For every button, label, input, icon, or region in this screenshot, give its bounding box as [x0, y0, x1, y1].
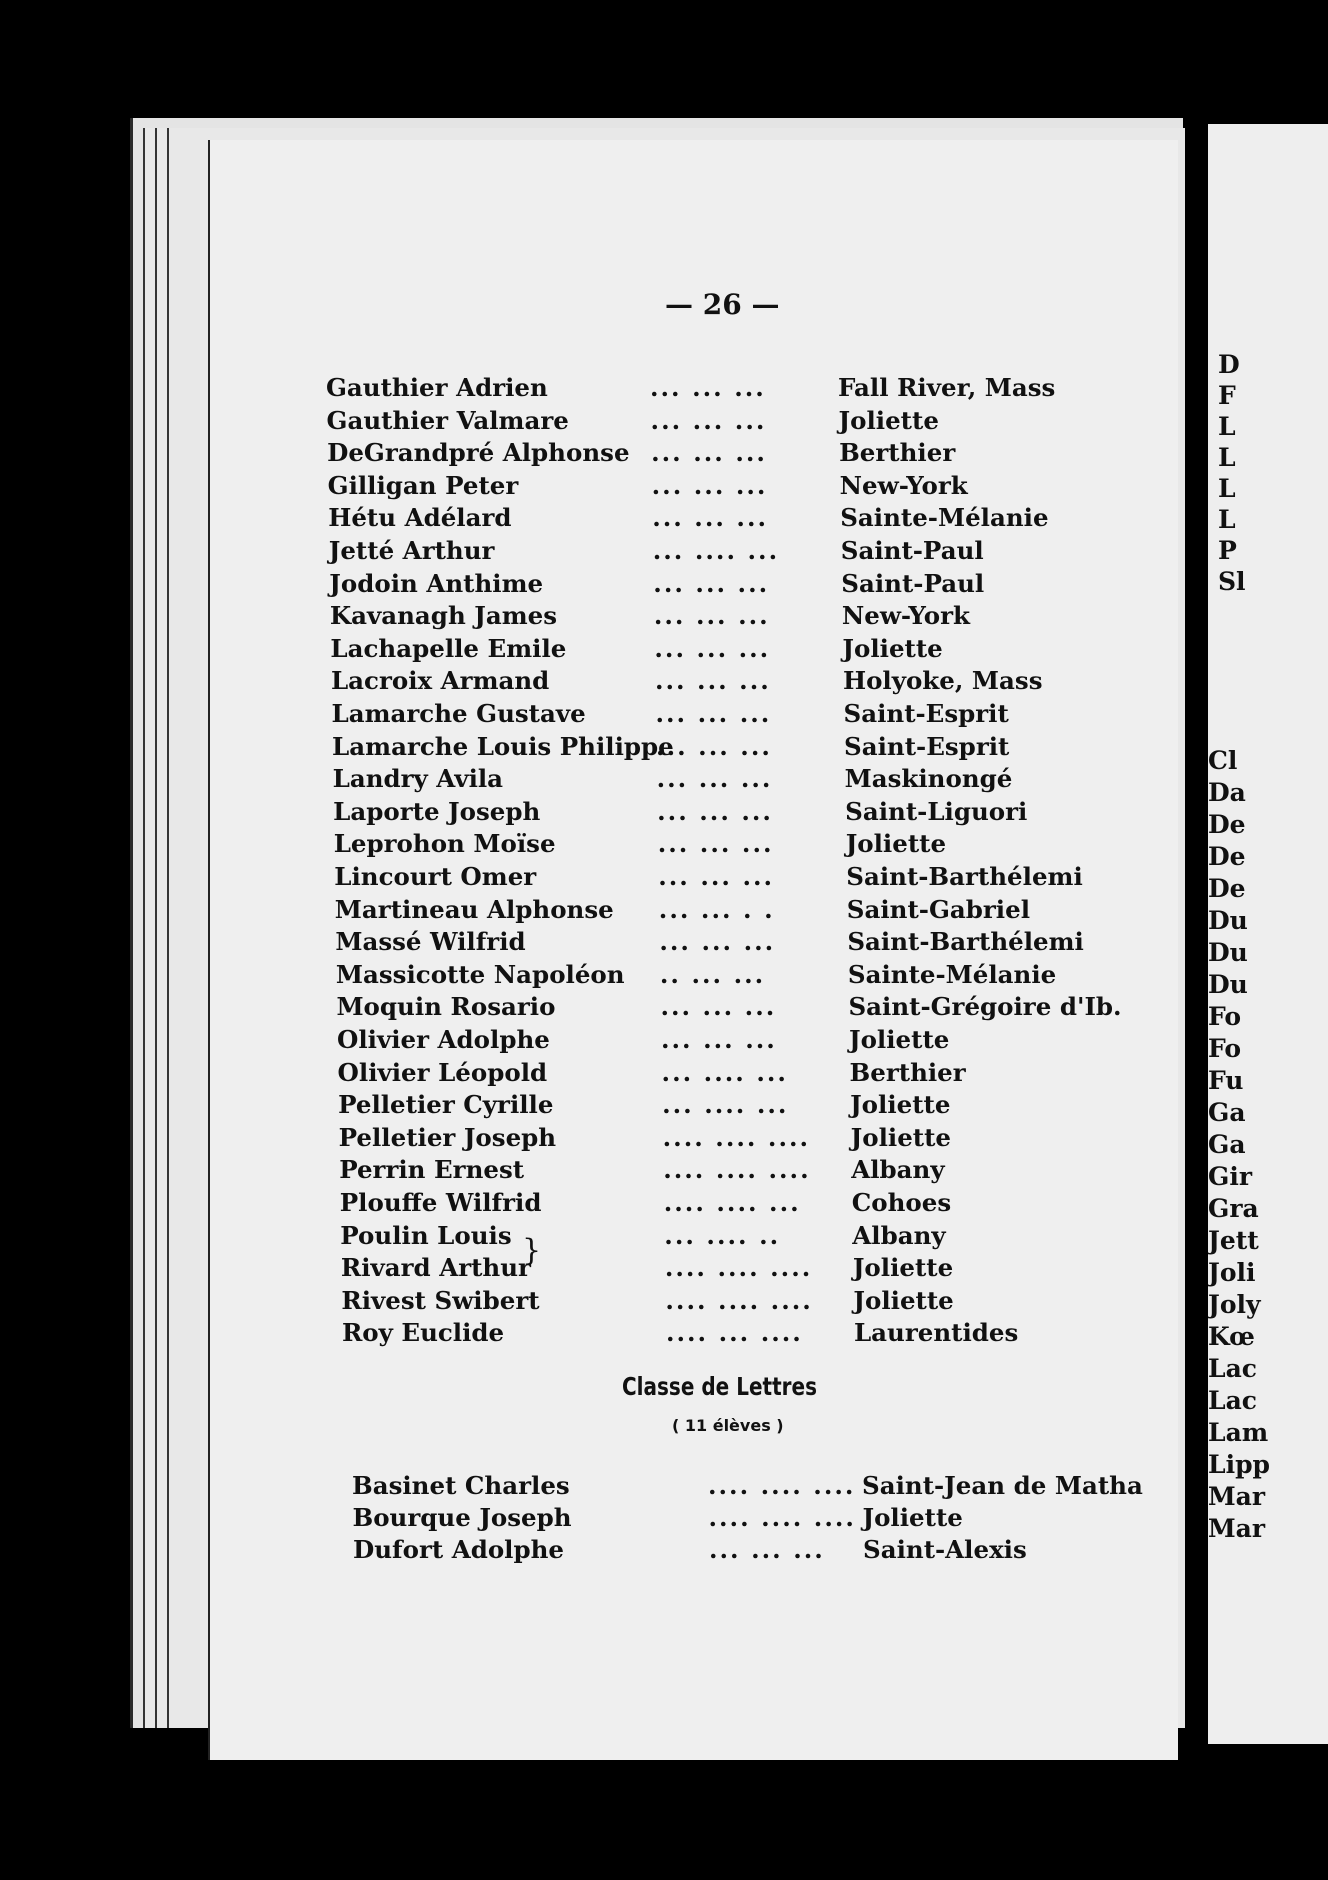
adjacent-page-fragment: De [1208, 810, 1246, 839]
student-name: Plouffe Wilfrid [339, 1188, 542, 1217]
leader-dots: .... .... .... [665, 1285, 813, 1315]
leader-dots: ... ... ... [656, 764, 773, 794]
student-name: Lincourt Omer [334, 862, 537, 891]
leader-dots: ... ... ... [657, 829, 774, 859]
leader-dots: ... ... ... [653, 568, 770, 598]
adjacent-page-fragment: De [1208, 874, 1246, 903]
adjacent-page-fragment: Ga [1208, 1098, 1246, 1127]
leader-dots: .... .... .... [662, 1122, 811, 1152]
student-hometown: Albany [852, 1220, 946, 1250]
section-title: Classe de Lettres [622, 1372, 817, 1401]
adjacent-page-fragment: De [1208, 842, 1246, 871]
leader-dots: .... .... ... [663, 1188, 801, 1217]
brace-mark: } [522, 1233, 542, 1268]
student-name: Jetté Arthur [328, 536, 495, 565]
student-hometown: Joliette [850, 1122, 951, 1152]
adjacent-page-fragment: Mar [1208, 1514, 1266, 1543]
leader-dots: .... .... .... [663, 1155, 811, 1185]
leader-dots: ... ... ... [655, 699, 772, 728]
adjacent-page-fragment: Lac [1208, 1354, 1257, 1383]
student-name: Massicotte Napoléon [335, 959, 625, 989]
student-name: Rivard Arthur [340, 1253, 531, 1283]
student-hometown: Joliette [838, 405, 939, 435]
adjacent-page-fragment: L [1218, 474, 1236, 503]
adjacent-page-fragment: Sl [1218, 567, 1246, 596]
student-name: Lachapelle Emile [330, 633, 567, 663]
student-hometown: Saint-Esprit [844, 731, 1010, 761]
leader-dots: .... .... .... [664, 1253, 813, 1283]
leader-dots: ... .... ... [662, 1090, 789, 1120]
student-hometown: Joliette [862, 1503, 963, 1532]
student-hometown: Fall River, Mass [838, 373, 1056, 402]
leader-dots: ... ... ... [651, 438, 767, 468]
adjacent-page-fragment: Fo [1208, 1002, 1242, 1031]
adjacent-page-fragment: Gra [1208, 1194, 1259, 1223]
student-name: Laporte Joseph [333, 796, 541, 826]
adjacent-page-fragment: Gir [1208, 1162, 1253, 1191]
leader-dots: ... ... ... [650, 373, 766, 402]
student-name: Martineau Alphonse [334, 894, 614, 924]
student-hometown: Saint-Esprit [843, 699, 1009, 728]
leader-dots: .... ... .... [665, 1318, 803, 1348]
leader-dots: ... ... . . [658, 894, 775, 924]
leader-dots: ... ... ... [653, 601, 770, 631]
leader-dots: ... .... ... [652, 536, 780, 565]
student-hometown: Albany [851, 1155, 945, 1185]
student-hometown: Maskinongé [844, 764, 1013, 794]
leader-dots: ... ... ... [654, 666, 771, 696]
student-hometown: Saint-Barthélemi [847, 927, 1084, 957]
student-name: Poulin Louis [340, 1220, 512, 1250]
leader-dots: ... ... ... [659, 927, 776, 957]
student-hometown: Saint-Jean de Matha [862, 1471, 1143, 1500]
student-hometown: Saint-Liguori [845, 796, 1028, 826]
adjacent-page-fragment: Mar [1208, 1482, 1266, 1511]
student-hometown: Sainte-Mélanie [840, 503, 1049, 533]
student-name: Moquin Rosario [336, 992, 556, 1022]
student-hometown: Joliette [850, 1090, 951, 1120]
leader-dots: ... ... ... [657, 796, 773, 826]
document-page [208, 140, 1178, 1760]
student-name: Leprohon Moïse [333, 829, 556, 859]
leader-dots: .. ... ... [659, 959, 766, 989]
adjacent-page-fragment: Lipp [1208, 1450, 1271, 1479]
leader-dots: ... ... ... [656, 731, 772, 761]
student-hometown: Sainte-Mélanie [847, 959, 1057, 989]
adjacent-page-fragment: Kœ [1208, 1322, 1255, 1351]
student-hometown: Joliette [853, 1285, 954, 1315]
student-hometown: Cohoes [851, 1188, 952, 1217]
adjacent-page-fragment: Joli [1208, 1258, 1256, 1287]
adjacent-page-edge [1208, 124, 1328, 1744]
student-name: Pelletier Cyrille [338, 1090, 554, 1120]
student-name: Lamarche Louis Philippe [332, 731, 674, 761]
student-name: Pelletier Joseph [338, 1122, 557, 1152]
student-name: Massé Wilfrid [335, 927, 526, 957]
student-name: Gauthier Adrien [326, 373, 548, 402]
leader-dots: ... ... ... [654, 633, 771, 663]
adjacent-page-fragment: P [1218, 536, 1237, 565]
adjacent-page-fragment: Ga [1208, 1130, 1246, 1159]
adjacent-page-fragment: Du [1208, 970, 1248, 999]
student-name: Lamarche Gustave [331, 699, 586, 728]
student-name: Roy Euclide [341, 1318, 505, 1348]
student-name: Hétu Adélard [328, 503, 512, 533]
student-hometown: Joliette [852, 1253, 954, 1283]
adjacent-page-fragment: Fu [1208, 1066, 1244, 1095]
leader-dots: .... .... .... [708, 1503, 856, 1532]
adjacent-page-fragment: L [1218, 412, 1236, 441]
leader-dots: ... ... ... [661, 1025, 777, 1054]
student-name: Olivier Léopold [337, 1057, 548, 1087]
leader-dots: ... .... ... [661, 1057, 788, 1087]
leader-dots: ... ... ... [658, 862, 775, 891]
student-name: Olivier Adolphe [337, 1025, 550, 1054]
student-hometown: Saint-Paul [840, 536, 984, 565]
adjacent-page-fragment: Du [1208, 906, 1248, 935]
adjacent-page-fragment: Cl [1208, 746, 1238, 775]
adjacent-page-fragment: Da [1208, 778, 1246, 807]
student-hometown: Joliette [842, 633, 943, 663]
student-hometown: Joliette [845, 829, 947, 859]
student-name: Dufort Adolphe [353, 1535, 565, 1564]
student-hometown: New-York [841, 601, 970, 631]
student-name: DeGrandpré Alphonse [327, 438, 630, 468]
student-hometown: Joliette [849, 1025, 950, 1054]
adjacent-page-fragment: L [1218, 505, 1236, 534]
student-hometown: Berthier [839, 438, 956, 468]
student-name: Kavanagh James [329, 601, 558, 631]
student-hometown: Saint-Gabriel [846, 894, 1031, 924]
adjacent-page-fragment: D [1218, 350, 1240, 379]
leader-dots: .... .... .... [708, 1471, 856, 1500]
student-name: Gauthier Valmare [326, 405, 569, 435]
adjacent-page-fragment: Lac [1208, 1386, 1257, 1415]
adjacent-page-fragment: L [1218, 443, 1236, 472]
adjacent-page-fragment: Jett [1208, 1226, 1259, 1255]
leader-dots: ... ... ... [650, 405, 767, 435]
student-name: Lacroix Armand [330, 666, 550, 696]
student-name: Gilligan Peter [327, 470, 519, 500]
student-name: Landry Avila [332, 764, 504, 794]
leader-dots: ... ... ... [709, 1535, 825, 1564]
student-hometown: Saint-Alexis [863, 1535, 1027, 1564]
student-hometown: Saint-Paul [841, 568, 985, 598]
adjacent-page-fragment: Fo [1208, 1034, 1242, 1063]
student-hometown: New-York [839, 470, 968, 500]
leader-dots: ... ... ... [660, 992, 777, 1022]
student-name: Rivest Swibert [341, 1285, 540, 1315]
student-hometown: Saint-Barthélemi [846, 862, 1083, 891]
student-hometown: Laurentides [853, 1318, 1019, 1348]
section-subtitle: ( 11 élèves ) [672, 1416, 784, 1435]
student-name: Basinet Charles [352, 1471, 570, 1500]
adjacent-page-fragment: Lam [1208, 1418, 1269, 1447]
student-hometown: Berthier [849, 1057, 966, 1087]
page-number: — 26 — [665, 288, 780, 321]
student-hometown: Saint-Grégoire d'Ib. [848, 992, 1122, 1022]
adjacent-page-fragment: Joly [1208, 1290, 1261, 1319]
adjacent-page-fragment: F [1218, 381, 1236, 410]
student-name: Jodoin Anthime [329, 568, 544, 598]
leader-dots: ... ... ... [652, 503, 769, 533]
student-hometown: Holyoke, Mass [842, 666, 1043, 696]
adjacent-page-fragment: Du [1208, 938, 1248, 967]
leader-dots: ... ... ... [651, 470, 768, 500]
leader-dots: ... .... .. [664, 1220, 781, 1250]
student-name: Bourque Joseph [352, 1503, 572, 1532]
student-name: Perrin Ernest [339, 1155, 525, 1185]
